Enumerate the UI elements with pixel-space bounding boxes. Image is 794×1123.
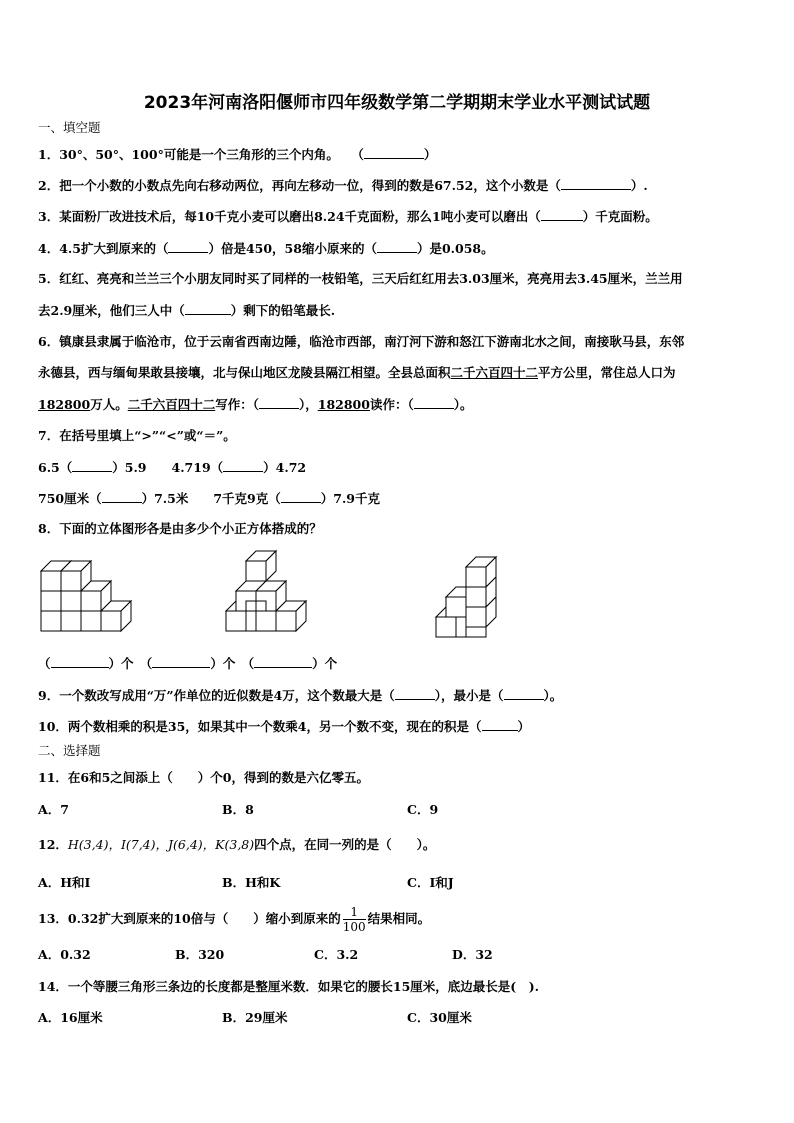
- answer-blank[interactable]: [561, 177, 631, 190]
- q12-option-c[interactable]: C．I和J: [407, 875, 454, 890]
- answer-blank[interactable]: [259, 396, 299, 409]
- question-8: 8．下面的立体图形各是由多少个小正方体搭成的？: [38, 521, 322, 536]
- q13-option-c[interactable]: C．3.2: [314, 947, 359, 962]
- answer-blank[interactable]: [185, 302, 231, 315]
- section-choice-heading: 二、选择题: [38, 743, 101, 758]
- question-6-line-2: 永德县，西与缅甸果敢县接壤，北与保山地区龙陵县隔江相望。全县总面积二千六百四十二平方公里，常住总人口为: [38, 365, 676, 380]
- question-13: 13．0.32扩大到原来的10倍与（ ）缩小到原来的 $\frac{1}{100}$ 结果相同。: [38, 905, 431, 934]
- cube-figure-1: [38, 553, 148, 643]
- q13-option-d[interactable]: D．32: [452, 947, 493, 962]
- question-2: 2．把一个小数的小数点先向右移动两位，再向左移动一位，得到的数是67.52，这个小数是（ ）.: [38, 178, 648, 193]
- question-7: 7．在括号里填上“>”“<”或“＝”。: [38, 428, 236, 443]
- q14-option-b[interactable]: B．29厘米: [222, 1010, 288, 1025]
- answer-blank[interactable]: [482, 718, 518, 731]
- question-8-answers: （ ）个 （ ）个 （ ）个: [38, 656, 338, 671]
- question-5-line-1: 5．红红、亮亮和兰兰三个小朋友同时买了同样的一枝铅笔，三天后红红用去3.03厘米，亮亮用去3.45厘米，兰兰用: [38, 271, 683, 286]
- page-title: 2023年河南洛阳偃师市四年级数学第二学期期末学业水平测试试题: [143, 93, 651, 113]
- question-10: 10．两个数相乘的积是35，如果其中一个数乘4，另一个数不变，现在的积是（ ）: [38, 719, 531, 734]
- cube-figure-3: [432, 553, 522, 643]
- question-11: 11．在6和5之间添上（ ）个0，得到的数是六亿零五。: [38, 770, 369, 785]
- q12-option-a[interactable]: A．H和I: [38, 875, 91, 890]
- answer-blank[interactable]: [72, 459, 112, 472]
- answer-blank[interactable]: [168, 240, 208, 253]
- q13-option-b[interactable]: B．320: [175, 947, 225, 962]
- answer-blank[interactable]: [152, 655, 210, 668]
- q14-option-a[interactable]: A．16厘米: [38, 1010, 103, 1025]
- q11-option-a[interactable]: A．7: [38, 802, 69, 817]
- question-1: 1．30°、50°、100°可能是一个三角形的三个内角。 （ ）: [38, 147, 437, 162]
- question-6-line-1: 6．镇康县隶属于临沧市，位于云南省西南边陲，临沧市西部，南汀河下游和怒江下游南北水之间，南接耿马县，东邻: [38, 334, 685, 349]
- q12-option-b[interactable]: B．H和K: [222, 875, 281, 890]
- answer-blank[interactable]: [102, 490, 142, 503]
- answer-blank[interactable]: [51, 655, 109, 668]
- section-fill-heading: 一、填空题: [38, 120, 101, 135]
- answer-blank[interactable]: [364, 146, 424, 159]
- answer-blank[interactable]: [281, 490, 321, 503]
- q11-option-b[interactable]: B．8: [222, 802, 254, 817]
- q13-option-a[interactable]: A．0.32: [38, 947, 91, 962]
- question-4: 4．4.5扩大到原来的（ ）倍是450，58缩小原来的（ ）是0.058。: [38, 241, 494, 256]
- question-5-line-2: 去2.9厘米，他们三人中（ ）剩下的铅笔最长.: [38, 303, 336, 318]
- answer-blank[interactable]: [223, 459, 263, 472]
- answer-blank[interactable]: [395, 687, 435, 700]
- answer-blank[interactable]: [541, 208, 583, 221]
- question-7-row-1: 6.5（ ）5.9 4.719（ ）4.72: [38, 460, 307, 475]
- question-9: 9．一个数改写成用“万”作单位的近似数是4万，这个数最大是（ ），最小是（ ）。: [38, 688, 563, 703]
- q11-option-c[interactable]: C．9: [407, 802, 439, 817]
- question-12: 12．H(3,4)，I(7,4)，J(6,4)，K(3,8)四个点，在同一列的是（ ）。: [38, 837, 436, 852]
- answer-blank[interactable]: [414, 396, 454, 409]
- fraction-one-hundredth: $\frac{1}{100}$: [342, 905, 366, 934]
- q14-option-c[interactable]: C．30厘米: [407, 1010, 472, 1025]
- question-3: 3．某面粉厂改进技术后，每10千克小麦可以磨出8.24千克面粉，那么1吨小麦可以磨出（ ）千克面粉。: [38, 209, 658, 224]
- cube-figure-2: [222, 549, 332, 639]
- answer-blank[interactable]: [254, 655, 312, 668]
- question-14: 14．一个等腰三角形三条边的长度都是整厘米数．如果它的腰长15厘米，底边最长是( ).: [38, 979, 539, 994]
- answer-blank[interactable]: [504, 687, 544, 700]
- answer-blank[interactable]: [377, 240, 417, 253]
- question-7-row-2: 750厘米（ ）7.5米 7千克9克（ ）7.9千克: [38, 491, 380, 506]
- question-6-line-3: 182800万人。二千六百四十二写作：（ ），182800读作：（ ）。: [38, 397, 473, 412]
